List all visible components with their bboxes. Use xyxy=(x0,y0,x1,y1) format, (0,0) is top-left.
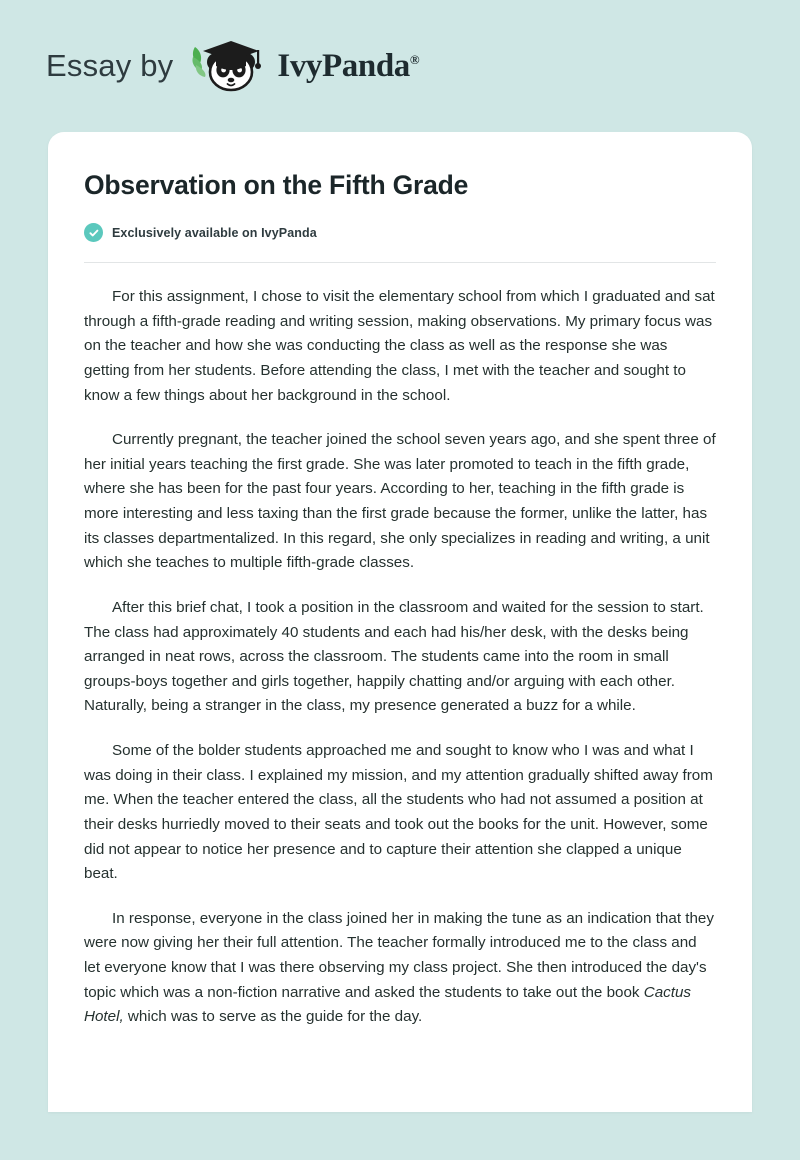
paragraph: Currently pregnant, the teacher joined the school seven years ago, and she spent three of her initial years teaching the first grade. She was later promoted to teach in the fifth grade, where she has been for the past four years. According to her, teaching in the fifth grade is more interesting and less taxing than the first grade because the former, unlike the latter, has its classes departmentalized. In this regard, she only specializes in reading and writing, a unit which she teaches to multiple fifth-grade classes. xyxy=(84,431,716,572)
brand-registered-mark: ® xyxy=(409,51,420,67)
title-divider xyxy=(84,262,716,263)
paragraph: Some of the bolder students approached me and sought to know who I was and what I was doing in their class. I explained my mission, and my attention gradually shifted away from me. When the teacher entered the class, all the students who had not assumed a position at their desks hurriedly moved to their seats and took out the books for the unit. However, some did not appear to notice her presence and to capture their attention she clapped a unique beat. xyxy=(84,742,713,883)
paragraph-text-after: which was to serve as the guide for the day. xyxy=(123,1008,423,1026)
brand-logo[interactable] xyxy=(185,35,419,97)
status-badge-label: Exclusively available on IvyPanda xyxy=(112,225,317,240)
exclusive-badge xyxy=(84,223,716,242)
paragraph: For this assignment, I chose to visit the elementary school from which I graduated and sat through a fifth-grade reading and writing session, making observations. My primary focus was on the teacher and how she was conducting the class as well as the response she was getting from her students. Before attending the class, I met with the teacher and sought to know a few things about her background in the school. xyxy=(84,288,715,404)
essay-body xyxy=(84,285,716,1030)
brand-name xyxy=(277,48,419,85)
book-title: Cactus Hotel, xyxy=(84,983,692,1026)
brand-row xyxy=(46,35,419,97)
essay-by-label: Essay by xyxy=(46,48,174,83)
paragraph-text-before: In response, everyone in the class joined her in making the tune as an indication that they were now giving her their full attention. The teacher formally introduced me to the class and let everyone know that I was there observing my class project. She then introduced the day's topic which was a non-fiction narrative and asked the students to take out the book xyxy=(84,909,714,1001)
brand-name-text: IvyPanda xyxy=(277,47,410,84)
essay-card xyxy=(48,132,752,1112)
panda-graduate-logo-icon xyxy=(185,35,271,97)
page-title: Observation on the Fifth Grade xyxy=(84,170,469,200)
paragraph-final xyxy=(84,907,716,1030)
site-header xyxy=(0,0,800,132)
check-circle-icon xyxy=(84,223,103,242)
paragraph: After this brief chat, I took a position in the classroom and waited for the session to start. The class had approximately 40 students and each had his/her desk, with the desks being arranged in neat rows, across the classroom. The students came into the room in small groups-boys together and girls together, happily chatting and/or arguing with each other. Naturally, being a stranger in the class, my presence generated a buzz for a while. xyxy=(84,598,704,715)
